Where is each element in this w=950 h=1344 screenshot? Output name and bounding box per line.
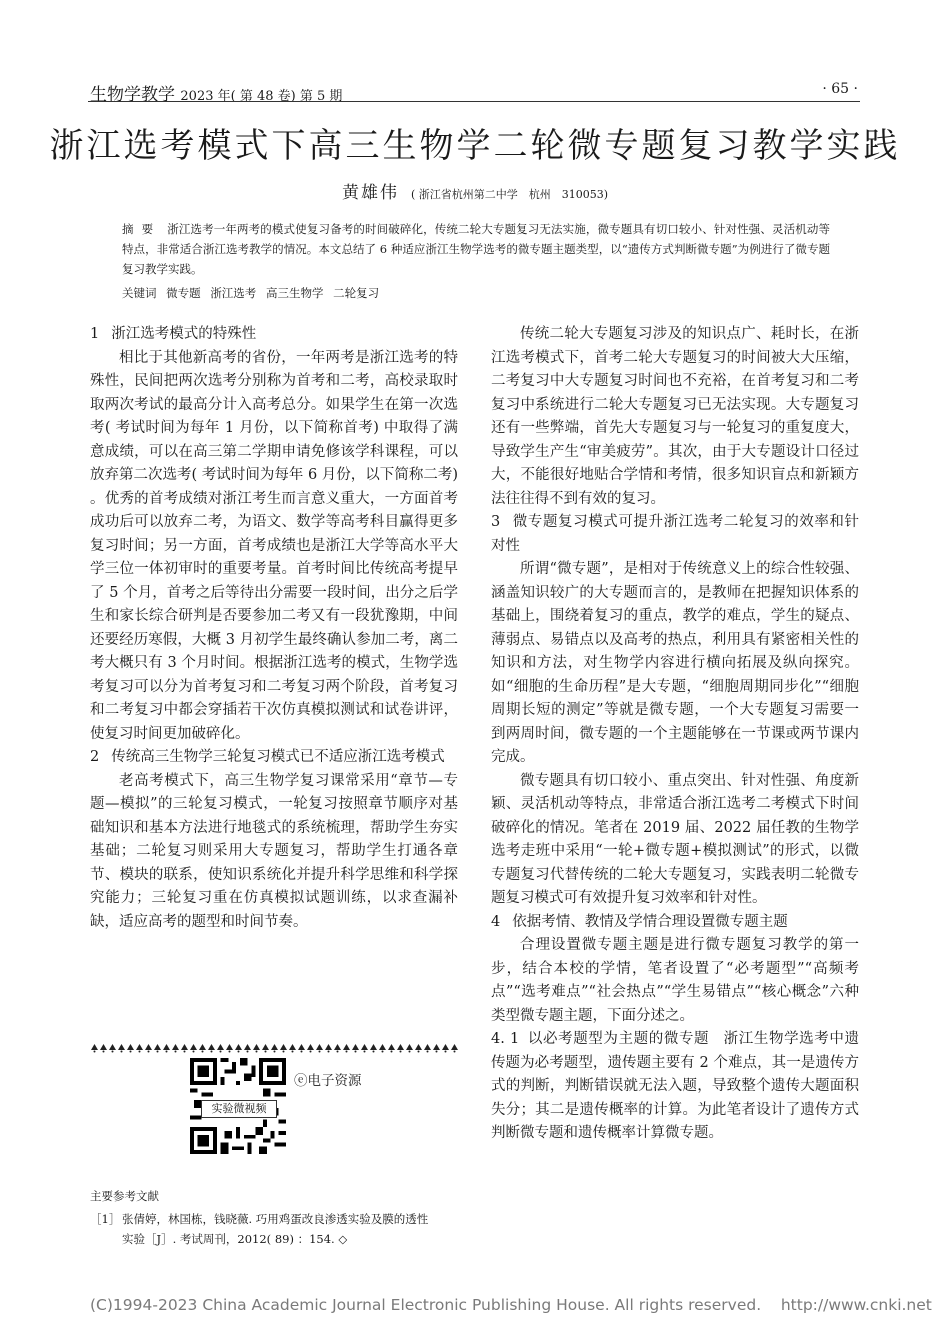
author-affiliation: ( 浙江省杭州第二中学 杭州 310053) [410,188,609,201]
page-number: · 65 · [822,81,858,97]
subsection-4-1: 4. 1 以必考题型为主题的微专题 [491,1031,710,1047]
section-heading-3: 3 微专题复习模式可提升浙江选考二轮复习的效率和针对性 [491,514,859,554]
keywords [122,283,830,303]
keywords-label: 关键词 [122,286,157,300]
author-line [0,178,950,203]
references-title: 主要参考文献 [90,1189,159,1203]
section-3-paragraph-2: 微专题具有切口较小、重点突出、针对性强、角度新颖、灵活机动等特点，非常适合浙江选考二考模式下时间破碎化的情况。笔者在 2019 届、2022 届任教的生物学选考走班中采用“一轮+微专题+模拟测试”的形式，以微专题复习代替传统的二轮大专题复习，实践表明二轮微专题复习模式可有效提升复习效率和针对性。 [491,772,859,906]
keyword: 高三生物学 [265,286,324,300]
ornamental-divider [90,1042,458,1053]
left-column [90,323,458,934]
reference-item [90,1209,470,1249]
qr-label: 实验微视频 [201,1100,277,1118]
journal-issue: 2023 年( 第 48 卷) 第 5 期 [180,89,343,104]
copyright-footer: (C)1994-2023 China Academic Journal Electronic Publishing House. All rights reserved. http://www.cnki.net [90,1296,932,1314]
abstract [122,219,830,279]
reference-text-line2: 实验［J］. 考试周刊，2012( 89) ：154. ◇ [122,1232,348,1246]
reference-number: ［1］ [90,1212,121,1226]
section-heading-4: 4 依据考情、教情及学情合理设置微专题主题 [491,913,788,930]
electronic-resource-label[interactable]: ⓔ电子资源 [294,1073,362,1089]
right-column [491,323,859,1146]
section-heading-2: 2 传统高三生物学三轮复习模式已不适应浙江选考模式 [90,749,445,765]
keyword: 微专题 [166,286,201,300]
section-3-paragraph-1: 所谓“微专题”，是相对于传统意义上的综合性较强、涵盖知识较广的大专题而言的，是教师在把握知识体系的基础上，围绕着复习的重点，教学的难点，学生的疑点、薄弱点、易错点以及高考的热点，利用具有紧密相关性的知识和方法，对生物学内容进行横向拓展及纵向探究。如“细胞的生命历程”是大专题，“细胞周期同步化”“细胞周期长短的测定”等就是微专题，一个大专题复习需要一到两周时间，微专题的一个主题能够在一节课或两节课内完成。 [491,561,859,765]
header-rule [88,101,860,102]
section-heading-1: 1 浙江选考模式的特殊性 [90,326,257,342]
section-2-paragraph: 老高考模式下，高三生物学复习课常采用“章节—专题—模拟”的三轮复习模式，一轮复习按照章节顺序对基础知识和基本方法进行地毯式的系统梳理，帮助学生夯实基础；二轮复习则采用大专题复习，帮助学生打通各章节、模块的联系，使知识系统化并提升科学思维和科学探究能力；三轮复习重在仿真模拟试题训练，以求查漏补缺，适应高考的题型和时间节奏。 [90,772,458,930]
journal-name: 生物学教学 [90,85,175,105]
abstract-label: 摘要 [122,222,162,236]
author-name: 黄雄伟 [341,183,399,203]
subsection-4-1-text: 浙江生物学选考中遗传题为必考题型，遗传题主要有 2 个难点，其一是遗传方式的判断，判断错误就无法入题，导致整个遗传大题面积失分；其二是遗传概率的计算。为此笔者设计了遗传方式判断微专题和遗传概率计算微专题。 [491,1031,860,1141]
article-title: 浙江选考模式下高三生物学二轮微专题复习教学实践 [49,126,901,166]
paragraph: 传统二轮大专题复习涉及的知识点广、耗时长，在浙江选考模式下，首考二轮大专题复习的时间被大大压缩，二考复习中大专题复习时间也不充裕，在首考复习和二考复习中系统进行二轮大专题复习已无法实现。大专题复习还有一些弊端，首先大专题复习与一轮复习的重复度大，导致学生产生“审美疲劳”。其次，由于大专题设计口径过大，不能很好地贴合学情和考情，很多知识盲点和新颖方法往往得不到有效的复习。 [491,326,859,507]
section-4-paragraph: 合理设置微专题主题是进行微专题复习教学的第一步，结合本校的学情，笔者设置了“必考题型”“高频考点”“选考难点”“社会热点”“学生易错点”“核心概念”六种类型微专题主题，下面分述之。 [491,937,859,1024]
keyword: 浙江选考 [210,286,257,300]
section-1-paragraph: 相比于其他新高考的省份，一年两考是浙江选考的特殊性，民间把两次选考分别称为首考和二考，高校录取时取两次考试的最高分计入高考总分。如果学生在第一次选考( 考试时间为每年 1 月份，以下简称首考) 中取得了满意成绩，可以在高三第二学期申请免修该学科课程，可以放弃第二次选考( 考试时间为每年 6 月份，以下简称二考) 。优秀的首考成绩对浙江考生而言意义重大，一方面首考成功后可以放弃二考，为语文、数学等高考科目赢得更多复习时间；另一方面，首考成绩也是浙江大学等高水平大学三位一体初审时的重要考量。首考时间比传统高考提早了 5 个月，首考之后等待出分需要一段时间，出分之后学生和家长综合研判是否要参加二考又有一段犹豫期，中间还要经历寒假，大概 3 月初学生最终确认参加二考，离二考大概只有 3 个月时间。根据浙江选考的模式，生物学选考复习可以分为首考复习和二考复习两个阶段，首考复习和二考复习中都会穿插若干次仿真模拟测试和试卷讲评，使复习时间更加破碎化。 [90,349,458,742]
keyword: 二轮复习 [333,286,380,300]
abstract-text: 浙江选考一年两考的模式使复习备考的时间破碎化，传统二轮大专题复习无法实施，微专题具有切口较小、针对性强、灵活机动等特点，非常适合浙江选考教学的情况。本文总结了 6 种适应浙江生物学选考的微专题主题类型，以“遗传方式判断微专题”为例进行了微专题复习教学实践。 [122,222,831,276]
reference-text-line1: 张倩婷，林国栋，钱晓薇. 巧用鸡蛋改良渗透实验及膜的透性 [122,1212,429,1226]
